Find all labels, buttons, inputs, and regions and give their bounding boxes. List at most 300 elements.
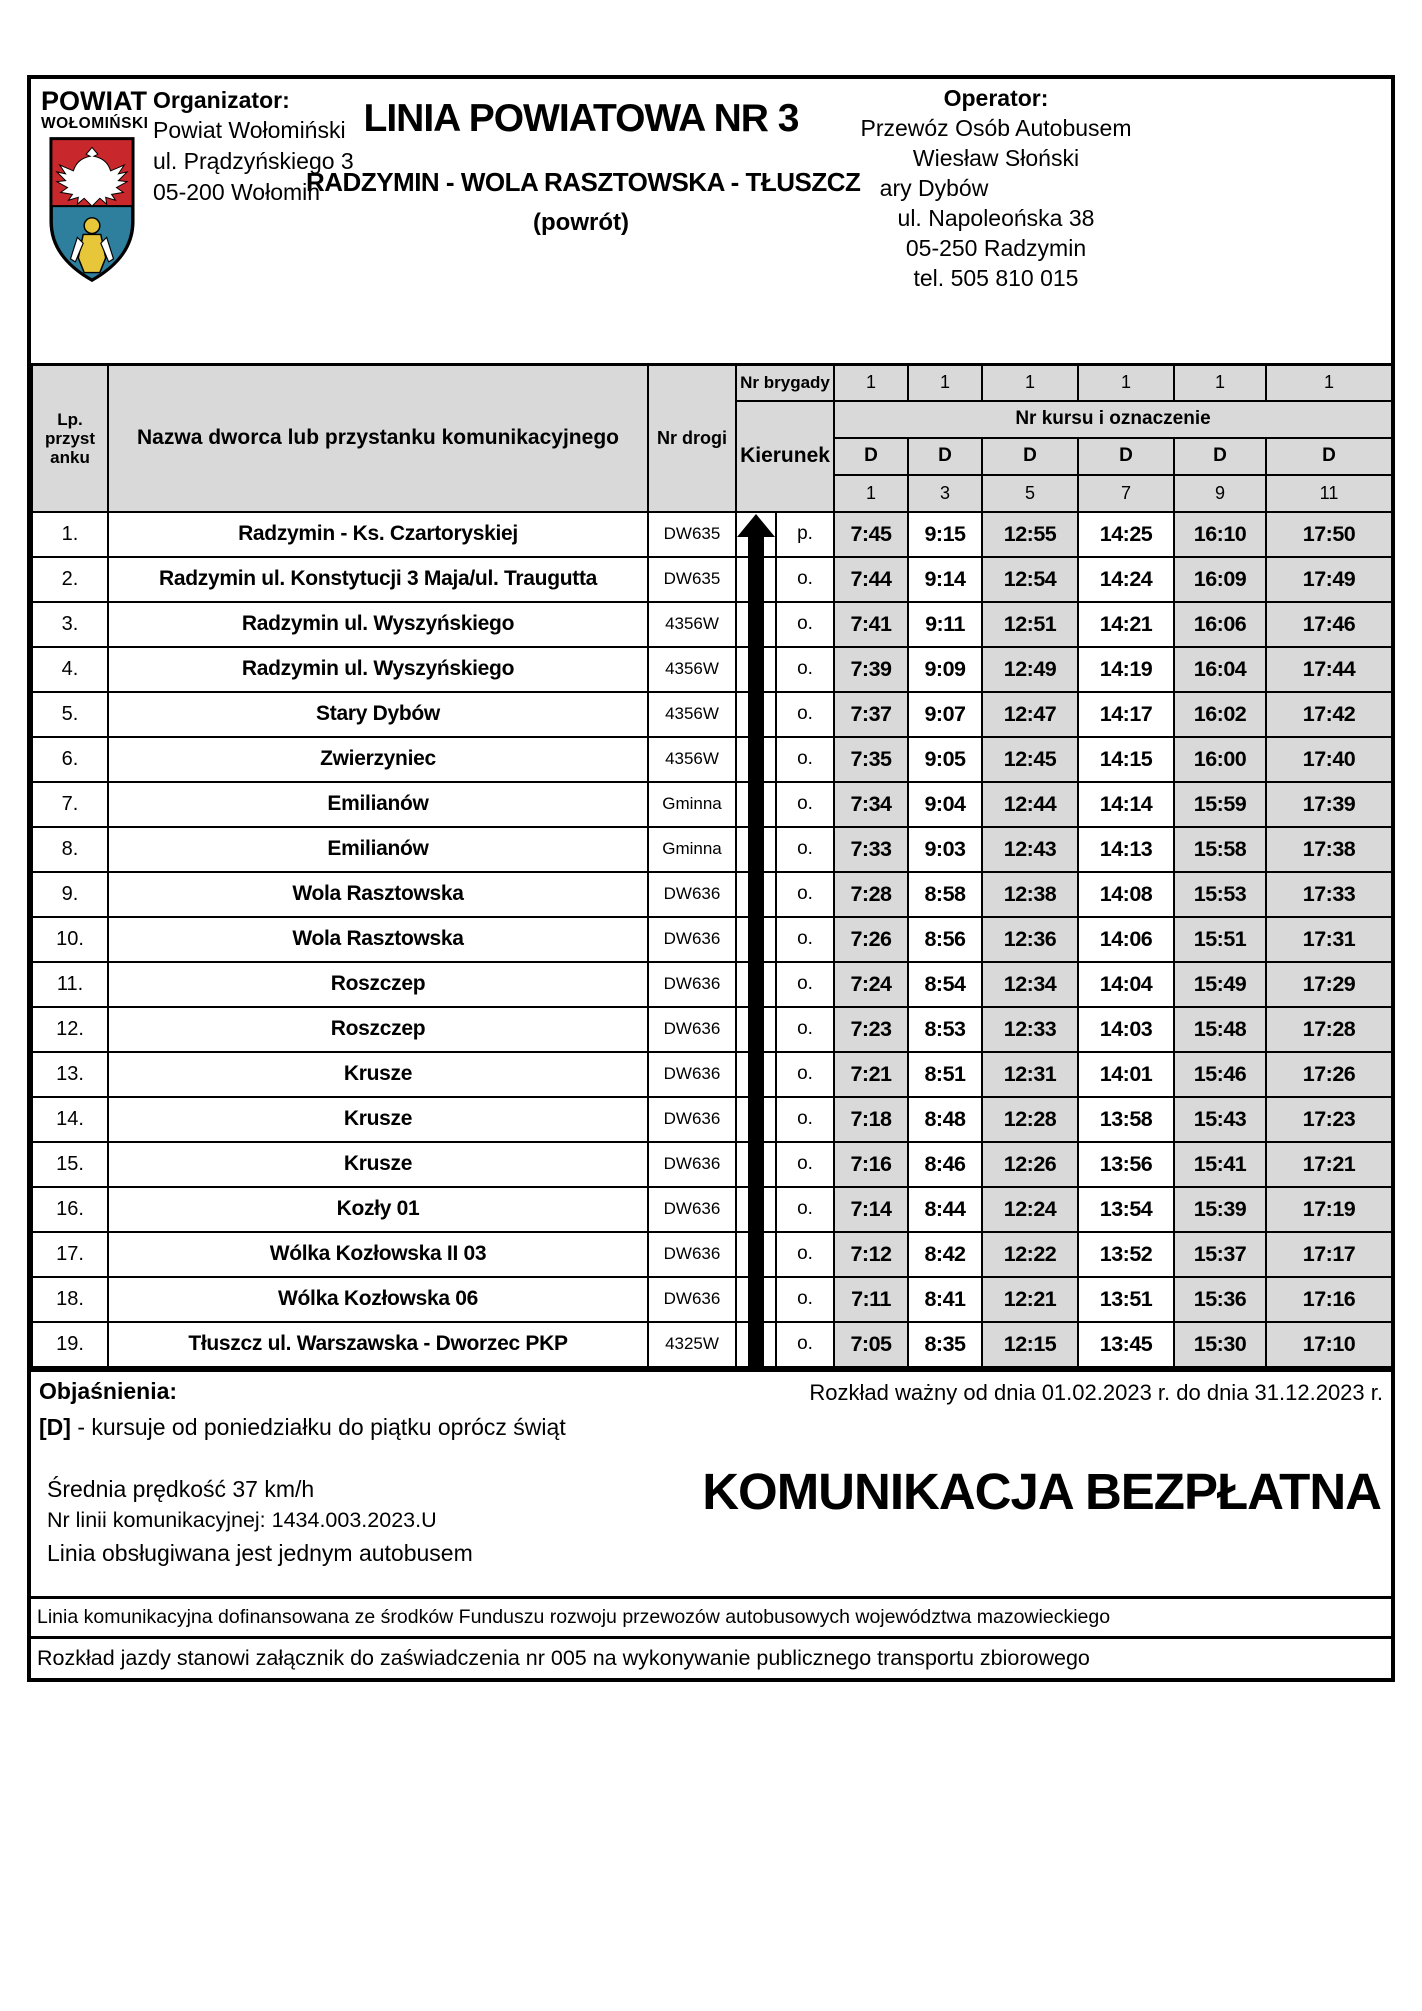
arrow-shaft xyxy=(748,1097,764,1142)
arrow-shaft xyxy=(748,917,764,962)
time-cell: 12:26 xyxy=(982,1142,1078,1187)
time-cell: 14:15 xyxy=(1078,737,1174,782)
time-cell: 17:39 xyxy=(1266,782,1392,827)
direction-arrow-cell xyxy=(736,602,776,647)
time-cell: 16:10 xyxy=(1174,512,1266,557)
time-cell: 14:08 xyxy=(1078,872,1174,917)
time-cell: 14:21 xyxy=(1078,602,1174,647)
time-cell: 9:07 xyxy=(908,692,982,737)
time-cell: 9:03 xyxy=(908,827,982,872)
time-cell: 15:37 xyxy=(1174,1232,1266,1277)
stop-name: Krusze xyxy=(108,1052,648,1097)
time-cell: 12:55 xyxy=(982,512,1078,557)
stop-number: 7. xyxy=(32,782,108,827)
arrow-shaft xyxy=(748,827,764,872)
road-number: Gminna xyxy=(648,827,736,872)
time-cell: 7:16 xyxy=(834,1142,908,1187)
brigade-value: 1 xyxy=(1266,365,1392,401)
arrow-shaft xyxy=(748,602,764,647)
funding-note-text: Linia komunikacyjna dofinansowana ze środków Funduszu rozwoju przewozów autobusowych województwa mazowieckiego xyxy=(37,1605,1111,1628)
direction-mark: o. xyxy=(776,1052,834,1097)
road-number: 4356W xyxy=(648,602,736,647)
direction-arrow-cell xyxy=(736,1142,776,1187)
time-cell: 12:47 xyxy=(982,692,1078,737)
time-cell: 16:02 xyxy=(1174,692,1266,737)
time-cell: 7:18 xyxy=(834,1097,908,1142)
operator-street: ul. Napoleońska 38 xyxy=(897,205,1095,231)
designation: D xyxy=(908,438,982,475)
stop-number: 3. xyxy=(32,602,108,647)
road-number: DW636 xyxy=(648,917,736,962)
table-row xyxy=(32,1187,1392,1232)
operator-village: ary Dybów xyxy=(879,175,989,201)
time-cell: 12:49 xyxy=(982,647,1078,692)
table-row xyxy=(32,647,1392,692)
table-row xyxy=(32,557,1392,602)
time-cell: 17:19 xyxy=(1266,1187,1392,1232)
time-cell: 15:41 xyxy=(1174,1142,1266,1187)
direction-mark: o. xyxy=(776,1007,834,1052)
time-cell: 15:59 xyxy=(1174,782,1266,827)
arrow-shaft xyxy=(748,1277,764,1322)
stop-name: Emilianów xyxy=(108,827,648,872)
time-cell: 12:36 xyxy=(982,917,1078,962)
operator-label: Operator: xyxy=(943,85,1049,111)
designation: D xyxy=(1266,438,1392,475)
table-row xyxy=(32,782,1392,827)
operator-person: Wiesław Słoński xyxy=(912,145,1080,171)
time-cell: 7:44 xyxy=(834,557,908,602)
time-cell: 8:51 xyxy=(908,1052,982,1097)
header-road-number: Nr drogi xyxy=(648,365,736,512)
time-cell: 14:17 xyxy=(1078,692,1174,737)
time-cell: 8:42 xyxy=(908,1232,982,1277)
average-speed: Średnia prędkość 37 km/h xyxy=(47,1475,315,1502)
course-number: 11 xyxy=(1266,475,1392,512)
header-course: Nr kursu i oznaczenie xyxy=(834,401,1392,438)
operator-phone: tel. 505 810 015 xyxy=(913,265,1079,291)
organizer-city: 05-200 Wołomin xyxy=(153,179,321,205)
time-cell: 7:12 xyxy=(834,1232,908,1277)
time-cell: 17:31 xyxy=(1266,917,1392,962)
direction-mark: o. xyxy=(776,962,834,1007)
direction-arrow-cell xyxy=(736,1232,776,1277)
time-cell: 9:11 xyxy=(908,602,982,647)
time-cell: 7:26 xyxy=(834,917,908,962)
time-cell: 7:21 xyxy=(834,1052,908,1097)
time-cell: 8:35 xyxy=(908,1322,982,1367)
time-cell: 15:46 xyxy=(1174,1052,1266,1097)
time-cell: 12:24 xyxy=(982,1187,1078,1232)
table-row xyxy=(32,1052,1392,1097)
funding-note xyxy=(31,1596,1391,1636)
time-cell: 12:38 xyxy=(982,872,1078,917)
time-cell: 17:29 xyxy=(1266,962,1392,1007)
road-number: DW635 xyxy=(648,557,736,602)
stop-number: 15. xyxy=(32,1142,108,1187)
time-cell: 15:48 xyxy=(1174,1007,1266,1052)
road-number: 4325W xyxy=(648,1322,736,1367)
stop-number: 8. xyxy=(32,827,108,872)
route-title: RADZYMIN - WOLA RASZTOWSKA - TŁUSZCZ xyxy=(306,167,861,197)
time-cell: 8:41 xyxy=(908,1277,982,1322)
time-cell: 17:28 xyxy=(1266,1007,1392,1052)
direction-arrow-cell xyxy=(736,962,776,1007)
stop-number: 6. xyxy=(32,737,108,782)
time-cell: 7:45 xyxy=(834,512,908,557)
road-number: DW636 xyxy=(648,1187,736,1232)
header-brigade: Nr brygady xyxy=(736,365,834,401)
table-row xyxy=(32,737,1392,782)
direction-arrow-cell xyxy=(736,782,776,827)
time-cell: 8:53 xyxy=(908,1007,982,1052)
brigade-value: 1 xyxy=(834,365,908,401)
direction-arrow-cell xyxy=(736,1097,776,1142)
road-number: DW636 xyxy=(648,1097,736,1142)
time-cell: 12:51 xyxy=(982,602,1078,647)
time-cell: 16:00 xyxy=(1174,737,1266,782)
d-explanation xyxy=(39,1414,566,1441)
time-cell: 15:58 xyxy=(1174,827,1266,872)
arrow-shaft xyxy=(748,692,764,737)
direction-mark: o. xyxy=(776,1277,834,1322)
time-cell: 8:58 xyxy=(908,872,982,917)
time-cell: 7:14 xyxy=(834,1187,908,1232)
stop-number: 4. xyxy=(32,647,108,692)
direction-arrow-cell xyxy=(736,1322,776,1367)
operator-name: Przewóz Osób Autobusem xyxy=(860,115,1132,141)
direction-mark: p. xyxy=(776,512,834,557)
designation: D xyxy=(1174,438,1266,475)
explanations-label: Objaśnienia: xyxy=(39,1377,178,1404)
road-number: DW636 xyxy=(648,1277,736,1322)
time-cell: 17:33 xyxy=(1266,872,1392,917)
table-row xyxy=(32,1097,1392,1142)
time-cell: 7:23 xyxy=(834,1007,908,1052)
arrow-shaft xyxy=(748,1052,764,1097)
time-cell: 12:31 xyxy=(982,1052,1078,1097)
direction-mark: o. xyxy=(776,917,834,962)
attachment-note-text: Rozkład jazdy stanowi załącznik do zaświadczenia nr 005 na wykonywanie publicznego transportu zbiorowego xyxy=(37,1645,1090,1670)
road-number: DW636 xyxy=(648,962,736,1007)
direction-mark: o. xyxy=(776,782,834,827)
header-stop-number: Lp. przyst anku xyxy=(32,365,108,512)
direction-mark: o. xyxy=(776,737,834,782)
line-number: Nr linii komunikacyjnej: 1434.003.2023.U xyxy=(47,1507,437,1532)
time-cell: 15:39 xyxy=(1174,1187,1266,1232)
time-cell: 8:48 xyxy=(908,1097,982,1142)
time-cell: 14:04 xyxy=(1078,962,1174,1007)
time-cell: 12:21 xyxy=(982,1277,1078,1322)
stop-name: Tłuszcz ul. Warszawska - Dworzec PKP xyxy=(108,1322,648,1367)
time-cell: 17:44 xyxy=(1266,647,1392,692)
direction-mark: o. xyxy=(776,1097,834,1142)
time-cell: 17:49 xyxy=(1266,557,1392,602)
brigade-value: 1 xyxy=(908,365,982,401)
time-cell: 7:28 xyxy=(834,872,908,917)
time-cell: 8:56 xyxy=(908,917,982,962)
designation: D xyxy=(834,438,908,475)
stop-name: Radzymin ul. Wyszyńskiego xyxy=(108,602,648,647)
road-number: 4356W xyxy=(648,692,736,737)
time-cell: 15:43 xyxy=(1174,1097,1266,1142)
arrow-shaft xyxy=(748,782,764,827)
stop-name: Stary Dybów xyxy=(108,692,648,737)
time-cell: 13:56 xyxy=(1078,1142,1174,1187)
time-cell: 9:04 xyxy=(908,782,982,827)
stop-name: Radzymin ul. Wyszyńskiego xyxy=(108,647,648,692)
stop-name: Roszczep xyxy=(108,962,648,1007)
title-block xyxy=(306,79,861,237)
direction-arrow-cell xyxy=(736,1052,776,1097)
time-cell: 17:50 xyxy=(1266,512,1392,557)
stop-name: Zwierzyniec xyxy=(108,737,648,782)
time-cell: 9:15 xyxy=(908,512,982,557)
stop-number: 19. xyxy=(32,1322,108,1367)
time-cell: 13:51 xyxy=(1078,1277,1174,1322)
road-number: DW636 xyxy=(648,1232,736,1277)
stop-number: 14. xyxy=(32,1097,108,1142)
arrow-shaft xyxy=(748,962,764,1007)
coat-of-arms xyxy=(48,135,136,285)
time-cell: 12:54 xyxy=(982,557,1078,602)
arrow-shaft xyxy=(748,1142,764,1187)
road-number: 4356W xyxy=(648,737,736,782)
course-number: 1 xyxy=(834,475,908,512)
time-cell: 7:05 xyxy=(834,1322,908,1367)
timetable-body xyxy=(32,512,1392,1367)
direction-arrow-cell xyxy=(736,737,776,782)
time-cell: 14:06 xyxy=(1078,917,1174,962)
d-text: - kursuje od poniedziałku do piątku oprócz świąt xyxy=(70,1413,566,1440)
time-cell: 14:01 xyxy=(1078,1052,1174,1097)
header-stop-name: Nazwa dworca lub przystanku komunikacyjnego xyxy=(108,365,648,512)
direction-arrow-cell xyxy=(736,917,776,962)
stop-number: 11. xyxy=(32,962,108,1007)
stop-name: Wola Rasztowska xyxy=(108,917,648,962)
time-cell: 17:38 xyxy=(1266,827,1392,872)
arrow-shaft xyxy=(748,1007,764,1052)
time-cell: 7:24 xyxy=(834,962,908,1007)
table-row xyxy=(32,1322,1392,1367)
time-cell: 12:44 xyxy=(982,782,1078,827)
time-cell: 7:33 xyxy=(834,827,908,872)
free-transport-banner: KOMUNIKACJA BEZPŁATNA xyxy=(702,1462,1381,1520)
time-cell: 9:05 xyxy=(908,737,982,782)
time-cell: 14:25 xyxy=(1078,512,1174,557)
time-cell: 13:45 xyxy=(1078,1322,1174,1367)
time-cell: 17:16 xyxy=(1266,1277,1392,1322)
stop-number: 12. xyxy=(32,1007,108,1052)
time-cell: 14:19 xyxy=(1078,647,1174,692)
stop-name: Krusze xyxy=(108,1142,648,1187)
operator-block xyxy=(786,79,1206,293)
designation: D xyxy=(982,438,1078,475)
stop-number: 5. xyxy=(32,692,108,737)
direction-arrow-cell xyxy=(736,647,776,692)
arrow-shaft xyxy=(748,872,764,917)
direction-arrow-cell xyxy=(736,1007,776,1052)
stop-number: 2. xyxy=(32,557,108,602)
direction-title: (powrót) xyxy=(533,209,629,236)
table-row xyxy=(32,962,1392,1007)
time-cell: 17:26 xyxy=(1266,1052,1392,1097)
stop-name: Krusze xyxy=(108,1097,648,1142)
time-cell: 8:44 xyxy=(908,1187,982,1232)
footer-section xyxy=(31,1368,1391,1596)
one-bus-note: Linia obsługiwana jest jednym autobusem xyxy=(47,1539,473,1566)
road-number: DW636 xyxy=(648,872,736,917)
county-logo xyxy=(41,86,149,285)
time-cell: 17:23 xyxy=(1266,1097,1392,1142)
time-cell: 16:04 xyxy=(1174,647,1266,692)
table-row xyxy=(32,872,1392,917)
designation: D xyxy=(1078,438,1174,475)
direction-mark: o. xyxy=(776,827,834,872)
time-cell: 14:03 xyxy=(1078,1007,1174,1052)
time-cell: 13:52 xyxy=(1078,1232,1174,1277)
direction-arrow-cell xyxy=(736,1187,776,1232)
time-cell: 17:10 xyxy=(1266,1322,1392,1367)
direction-arrow-cell xyxy=(736,827,776,872)
stop-name: Radzymin ul. Konstytucji 3 Maja/ul. Traugutta xyxy=(108,557,648,602)
brigade-value: 1 xyxy=(1174,365,1266,401)
stop-name: Emilianów xyxy=(108,782,648,827)
stop-name: Wola Rasztowska xyxy=(108,872,648,917)
time-cell: 7:41 xyxy=(834,602,908,647)
stop-number: 18. xyxy=(32,1277,108,1322)
time-cell: 7:11 xyxy=(834,1277,908,1322)
time-cell: 7:35 xyxy=(834,737,908,782)
table-row xyxy=(32,1007,1392,1052)
time-cell: 16:06 xyxy=(1174,602,1266,647)
header-direction: Kierunek xyxy=(736,401,834,512)
header-band xyxy=(31,79,1391,363)
table-row xyxy=(32,1232,1392,1277)
course-number: 5 xyxy=(982,475,1078,512)
stop-name: Roszczep xyxy=(108,1007,648,1052)
arrow-shaft xyxy=(748,647,764,692)
stop-number: 10. xyxy=(32,917,108,962)
direction-mark: o. xyxy=(776,647,834,692)
time-cell: 15:30 xyxy=(1174,1322,1266,1367)
direction-arrow-cell xyxy=(736,557,776,602)
table-row xyxy=(32,512,1392,557)
table-row xyxy=(32,692,1392,737)
time-cell: 12:34 xyxy=(982,962,1078,1007)
arrow-shaft xyxy=(748,557,764,602)
validity-note: Rozkład ważny od dnia 01.02.2023 r. do dnia 31.12.2023 r. xyxy=(809,1379,1383,1405)
direction-mark: o. xyxy=(776,1187,834,1232)
course-number: 3 xyxy=(908,475,982,512)
time-cell: 7:34 xyxy=(834,782,908,827)
direction-mark: o. xyxy=(776,602,834,647)
road-number: 4356W xyxy=(648,647,736,692)
table-row xyxy=(32,827,1392,872)
time-cell: 12:28 xyxy=(982,1097,1078,1142)
road-number: DW636 xyxy=(648,1007,736,1052)
course-number: 9 xyxy=(1174,475,1266,512)
time-cell: 15:53 xyxy=(1174,872,1266,917)
time-cell: 17:46 xyxy=(1266,602,1392,647)
time-cell: 9:09 xyxy=(908,647,982,692)
logo-text-powiat: POWIAT xyxy=(41,86,147,116)
time-cell: 17:40 xyxy=(1266,737,1392,782)
table-row xyxy=(32,602,1392,647)
time-cell: 12:43 xyxy=(982,827,1078,872)
brigade-value: 1 xyxy=(982,365,1078,401)
brigade-value: 1 xyxy=(1078,365,1174,401)
time-cell: 15:51 xyxy=(1174,917,1266,962)
direction-mark: o. xyxy=(776,1322,834,1367)
organizer-street: ul. Prądzyńskiego 3 xyxy=(153,148,354,174)
table-row xyxy=(32,1277,1392,1322)
direction-arrow-cell xyxy=(736,1277,776,1322)
time-cell: 12:45 xyxy=(982,737,1078,782)
stop-number: 9. xyxy=(32,872,108,917)
direction-arrow-cell xyxy=(736,512,776,557)
direction-mark: o. xyxy=(776,692,834,737)
time-cell: 15:36 xyxy=(1174,1277,1266,1322)
time-cell: 17:17 xyxy=(1266,1232,1392,1277)
stop-name: Kozły 01 xyxy=(108,1187,648,1232)
time-cell: 7:37 xyxy=(834,692,908,737)
stop-name: Wólka Kozłowska 06 xyxy=(108,1277,648,1322)
time-cell: 14:24 xyxy=(1078,557,1174,602)
timetable xyxy=(31,363,1393,1368)
organizer-name: Powiat Wołomiński xyxy=(153,117,346,143)
time-cell: 17:42 xyxy=(1266,692,1392,737)
attachment-note xyxy=(31,1636,1391,1678)
time-cell: 9:14 xyxy=(908,557,982,602)
stop-name: Wólka Kozłowska II 03 xyxy=(108,1232,648,1277)
table-row xyxy=(32,1142,1392,1187)
direction-mark: o. xyxy=(776,557,834,602)
time-cell: 7:39 xyxy=(834,647,908,692)
arrow-shaft xyxy=(748,1232,764,1277)
d-symbol: [D] xyxy=(39,1413,71,1440)
time-cell: 8:54 xyxy=(908,962,982,1007)
direction-mark: o. xyxy=(776,1142,834,1187)
line-title: LINIA POWIATOWA NR 3 xyxy=(363,97,799,140)
arrow-shaft xyxy=(748,1322,764,1367)
arrow-shaft xyxy=(748,1187,764,1232)
time-cell: 12:15 xyxy=(982,1322,1078,1367)
stop-number: 1. xyxy=(32,512,108,557)
time-cell: 14:14 xyxy=(1078,782,1174,827)
operator-city: 05-250 Radzymin xyxy=(905,235,1087,261)
road-number: DW636 xyxy=(648,1142,736,1187)
main-box xyxy=(27,75,1395,1682)
direction-arrow-cell xyxy=(736,692,776,737)
organizer-label: Organizator: xyxy=(153,87,290,113)
arrow-up-icon xyxy=(737,514,775,537)
road-number: DW636 xyxy=(648,1052,736,1097)
stop-number: 17. xyxy=(32,1232,108,1277)
logo-text-wolominski: WOŁOMIŃSKI xyxy=(41,115,149,132)
course-number: 7 xyxy=(1078,475,1174,512)
time-cell: 14:13 xyxy=(1078,827,1174,872)
road-number: DW635 xyxy=(648,512,736,557)
time-cell: 15:49 xyxy=(1174,962,1266,1007)
road-number: Gminna xyxy=(648,782,736,827)
time-cell: 12:33 xyxy=(982,1007,1078,1052)
direction-mark: o. xyxy=(776,872,834,917)
time-cell: 16:09 xyxy=(1174,557,1266,602)
time-cell: 17:21 xyxy=(1266,1142,1392,1187)
direction-mark: o. xyxy=(776,1232,834,1277)
table-row xyxy=(32,917,1392,962)
